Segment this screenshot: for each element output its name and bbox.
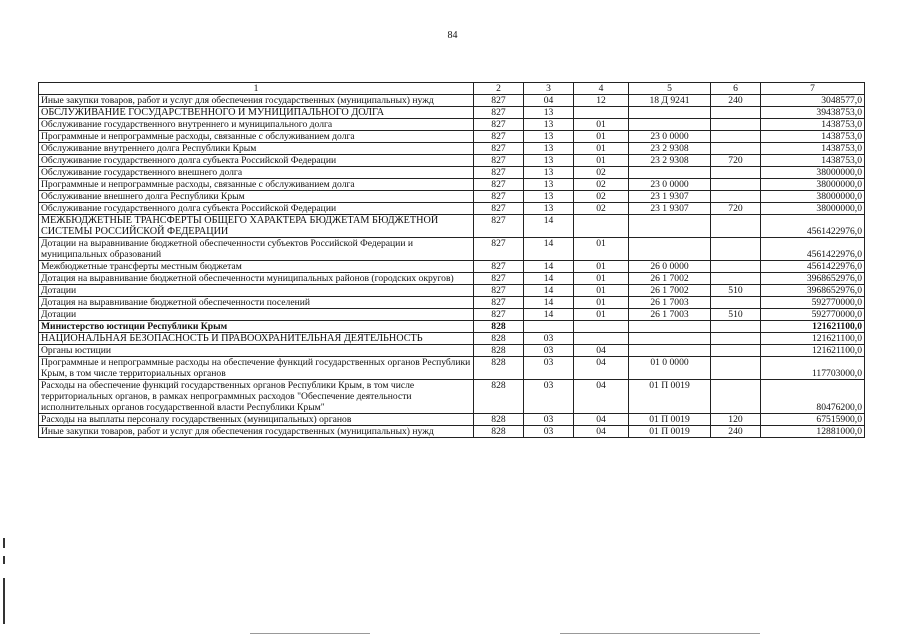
amount: 592770000,0 [761, 309, 865, 321]
ved-code: 827 [474, 155, 524, 167]
ved-code: 828 [474, 345, 524, 357]
amount: 121621100,0 [761, 345, 865, 357]
expense-type-code: 510 [711, 309, 761, 321]
section-code: 13 [524, 143, 574, 155]
subsection-code: 01 [574, 309, 629, 321]
section-code: 14 [524, 309, 574, 321]
amount: 39438753,0 [761, 107, 865, 119]
target-code [629, 321, 711, 333]
ved-code: 827 [474, 297, 524, 309]
target-code: 01 П 0019 [629, 380, 711, 414]
amount: 1438753,0 [761, 131, 865, 143]
table-row [39, 309, 865, 321]
ved-code: 827 [474, 179, 524, 191]
section-code: 03 [524, 333, 574, 345]
target-code: 26 1 7002 [629, 273, 711, 285]
ved-code: 827 [474, 261, 524, 273]
target-code [629, 333, 711, 345]
amount: 1438753,0 [761, 143, 865, 155]
row-name: Обслуживание государственного внутреннего и муниципального долга [39, 119, 474, 131]
expense-type-code [711, 345, 761, 357]
page-number: 84 [447, 30, 458, 41]
scan-edge-line [560, 633, 760, 634]
ved-code: 828 [474, 414, 524, 426]
target-code [629, 107, 711, 119]
row-name: Программные и непрограммные расходы на обеспечение функций государственных органов Республики Крым, в том числе территориальных органов [39, 357, 474, 380]
target-code: 26 1 7003 [629, 309, 711, 321]
row-name: Дотации на выравнивание бюджетной обеспеченности субъектов Российской Федерации и муниципальных образований [39, 238, 474, 261]
target-code: 26 1 7003 [629, 297, 711, 309]
table-row [39, 238, 865, 261]
header-cell: 5 [629, 83, 711, 95]
section-code [524, 321, 574, 333]
header-cell: 4 [574, 83, 629, 95]
subsection-code: 01 [574, 155, 629, 167]
subsection-code: 01 [574, 273, 629, 285]
ved-code: 827 [474, 191, 524, 203]
expense-type-code [711, 297, 761, 309]
amount: 3048577,0 [761, 95, 865, 107]
expense-type-code [711, 215, 761, 238]
row-name: МЕЖБЮДЖЕТНЫЕ ТРАНСФЕРТЫ ОБЩЕГО ХАРАКТЕРА БЮДЖЕТАМ БЮДЖЕТНОЙ СИСТЕМЫ РОССИЙСКОЙ ФЕДЕРАЦИИ [39, 215, 474, 238]
table-row [39, 119, 865, 131]
ved-code: 827 [474, 203, 524, 215]
section-code: 14 [524, 215, 574, 238]
target-code: 23 0 0000 [629, 131, 711, 143]
expense-type-code [711, 380, 761, 414]
expense-type-code [711, 261, 761, 273]
section-code: 14 [524, 261, 574, 273]
subsection-code [574, 333, 629, 345]
row-name: Обслуживание государственного долга субъекта Российской Федерации [39, 155, 474, 167]
section-code: 14 [524, 273, 574, 285]
amount: 4561422976,0 [761, 215, 865, 238]
table-row [39, 426, 865, 438]
row-name: Обслуживание государственного внешнего долга [39, 167, 474, 179]
section-code: 14 [524, 238, 574, 261]
expense-type-code [711, 119, 761, 131]
table-row [39, 414, 865, 426]
table-row [39, 215, 865, 238]
section-code: 04 [524, 95, 574, 107]
table-row [39, 273, 865, 285]
amount: 67515900,0 [761, 414, 865, 426]
row-name: Программные и непрограммные расходы, связанные с обслуживанием долга [39, 131, 474, 143]
row-name: Обслуживание внешнего долга Республики Крым [39, 191, 474, 203]
subsection-code: 04 [574, 380, 629, 414]
subsection-code: 04 [574, 414, 629, 426]
subsection-code: 01 [574, 297, 629, 309]
expense-type-code [711, 191, 761, 203]
table-row [39, 143, 865, 155]
section-code: 14 [524, 297, 574, 309]
budget-table [38, 82, 865, 438]
section-code: 13 [524, 155, 574, 167]
ved-code: 828 [474, 357, 524, 380]
target-code: 23 2 9308 [629, 155, 711, 167]
ved-code: 827 [474, 143, 524, 155]
target-code: 01 П 0019 [629, 426, 711, 438]
subsection-code [574, 321, 629, 333]
expense-type-code [711, 238, 761, 261]
section-code: 03 [524, 414, 574, 426]
table-body [39, 83, 865, 438]
target-code: 23 2 9308 [629, 143, 711, 155]
table-row [39, 380, 865, 414]
target-code [629, 119, 711, 131]
table-row [39, 191, 865, 203]
ved-code: 828 [474, 380, 524, 414]
amount: 80476200,0 [761, 380, 865, 414]
section-code: 13 [524, 131, 574, 143]
amount: 3968652976,0 [761, 273, 865, 285]
amount: 1438753,0 [761, 119, 865, 131]
ved-code: 827 [474, 167, 524, 179]
expense-type-code [711, 131, 761, 143]
target-code: 01 0 0000 [629, 357, 711, 380]
expense-type-code: 120 [711, 414, 761, 426]
subsection-code [574, 215, 629, 238]
ved-code: 827 [474, 95, 524, 107]
table-row [39, 95, 865, 107]
expense-type-code [711, 107, 761, 119]
section-code: 14 [524, 285, 574, 297]
header-cell: 2 [474, 83, 524, 95]
margin-mark [3, 538, 5, 548]
subsection-code: 04 [574, 357, 629, 380]
expense-type-code [711, 321, 761, 333]
section-code: 03 [524, 345, 574, 357]
ved-code: 827 [474, 273, 524, 285]
section-code: 03 [524, 426, 574, 438]
ved-code: 828 [474, 426, 524, 438]
table-row [39, 333, 865, 345]
target-code [629, 215, 711, 238]
expense-type-code: 720 [711, 155, 761, 167]
row-name: Межбюджетные трансферты местным бюджетам [39, 261, 474, 273]
target-code: 23 1 9307 [629, 191, 711, 203]
amount: 38000000,0 [761, 179, 865, 191]
amount: 121621100,0 [761, 321, 865, 333]
ved-code: 827 [474, 238, 524, 261]
target-code: 18 Д 9241 [629, 95, 711, 107]
amount: 4561422976,0 [761, 238, 865, 261]
target-code [629, 167, 711, 179]
amount: 4561422976,0 [761, 261, 865, 273]
margin-mark [3, 556, 5, 564]
row-name: Дотация на выравнивание бюджетной обеспеченности поселений [39, 297, 474, 309]
ved-code: 828 [474, 321, 524, 333]
ved-code: 828 [474, 333, 524, 345]
expense-type-code: 240 [711, 95, 761, 107]
table-row [39, 261, 865, 273]
subsection-code: 12 [574, 95, 629, 107]
amount: 117703000,0 [761, 357, 865, 380]
ved-code: 827 [474, 215, 524, 238]
row-name: Дотации [39, 285, 474, 297]
amount: 121621100,0 [761, 333, 865, 345]
header-cell: 3 [524, 83, 574, 95]
margin-mark [3, 578, 5, 624]
header-cell: 1 [39, 83, 474, 95]
subsection-code: 02 [574, 179, 629, 191]
table-row [39, 203, 865, 215]
expense-type-code [711, 357, 761, 380]
row-name: Расходы на обеспечение функций государственных органов Республики Крым, в том числе территориальных органов, в рамках непрограммных расходов "Обеспечение деятельности исполнительных органов государственной власти Республики Крым" [39, 380, 474, 414]
section-code: 13 [524, 191, 574, 203]
section-code: 13 [524, 119, 574, 131]
target-code: 26 0 0000 [629, 261, 711, 273]
subsection-code: 02 [574, 203, 629, 215]
row-name: Органы юстиции [39, 345, 474, 357]
row-name: Расходы на выплаты персоналу государственных (муниципальных) органов [39, 414, 474, 426]
expense-type-code [711, 143, 761, 155]
row-name: Программные и непрограммные расходы, связанные с обслуживанием долга [39, 179, 474, 191]
table-row [39, 321, 865, 333]
expense-type-code: 720 [711, 203, 761, 215]
amount: 3968652976,0 [761, 285, 865, 297]
subsection-code: 01 [574, 119, 629, 131]
subsection-code: 02 [574, 191, 629, 203]
amount: 38000000,0 [761, 203, 865, 215]
header-cell: 7 [761, 83, 865, 95]
ved-code: 827 [474, 285, 524, 297]
table-row [39, 107, 865, 119]
row-name: Обслуживание государственного долга субъекта Российской Федерации [39, 203, 474, 215]
expense-type-code: 240 [711, 426, 761, 438]
subsection-code: 04 [574, 345, 629, 357]
row-name: ОБСЛУЖИВАНИЕ ГОСУДАРСТВЕННОГО И МУНИЦИПАЛЬНОГО ДОЛГА [39, 107, 474, 119]
subsection-code: 01 [574, 285, 629, 297]
subsection-code: 04 [574, 426, 629, 438]
row-name: Иные закупки товаров, работ и услуг для обеспечения государственных (муниципальных) нужд [39, 426, 474, 438]
section-code: 03 [524, 357, 574, 380]
target-code: 23 0 0000 [629, 179, 711, 191]
amount: 38000000,0 [761, 191, 865, 203]
table-row [39, 357, 865, 380]
row-name: Дотация на выравнивание бюджетной обеспеченности муниципальных районов (городских округов) [39, 273, 474, 285]
target-code [629, 238, 711, 261]
section-code: 13 [524, 167, 574, 179]
subsection-code: 01 [574, 143, 629, 155]
subsection-code: 01 [574, 131, 629, 143]
subsection-code: 01 [574, 238, 629, 261]
amount: 12881000,0 [761, 426, 865, 438]
table-row [39, 179, 865, 191]
section-code: 13 [524, 179, 574, 191]
target-code: 01 П 0019 [629, 414, 711, 426]
target-code: 26 1 7002 [629, 285, 711, 297]
header-cell: 6 [711, 83, 761, 95]
ved-code: 827 [474, 107, 524, 119]
expense-type-code [711, 167, 761, 179]
expense-type-code [711, 273, 761, 285]
subsection-code: 01 [574, 261, 629, 273]
amount: 592770000,0 [761, 297, 865, 309]
target-code: 23 1 9307 [629, 203, 711, 215]
row-name: Министерство юстиции Республики Крым [39, 321, 474, 333]
table-row [39, 167, 865, 179]
section-code: 13 [524, 203, 574, 215]
section-code: 03 [524, 380, 574, 414]
ved-code: 827 [474, 119, 524, 131]
subsection-code [574, 107, 629, 119]
table-row [39, 285, 865, 297]
expense-type-code [711, 179, 761, 191]
table-row [39, 297, 865, 309]
row-name: НАЦИОНАЛЬНАЯ БЕЗОПАСНОСТЬ И ПРАВООХРАНИТЕЛЬНАЯ ДЕЯТЕЛЬНОСТЬ [39, 333, 474, 345]
amount: 1438753,0 [761, 155, 865, 167]
section-code: 13 [524, 107, 574, 119]
subsection-code: 02 [574, 167, 629, 179]
target-code [629, 345, 711, 357]
table-row [39, 131, 865, 143]
ved-code: 827 [474, 309, 524, 321]
expense-type-code [711, 333, 761, 345]
row-name: Обслуживание внутреннего долга Республики Крым [39, 143, 474, 155]
scan-edge-line [250, 633, 370, 634]
amount: 38000000,0 [761, 167, 865, 179]
expense-type-code: 510 [711, 285, 761, 297]
table-row [39, 155, 865, 167]
ved-code: 827 [474, 131, 524, 143]
table-header-row [39, 83, 865, 95]
row-name: Иные закупки товаров, работ и услуг для обеспечения государственных (муниципальных) нужд [39, 95, 474, 107]
row-name: Дотации [39, 309, 474, 321]
table-row [39, 345, 865, 357]
